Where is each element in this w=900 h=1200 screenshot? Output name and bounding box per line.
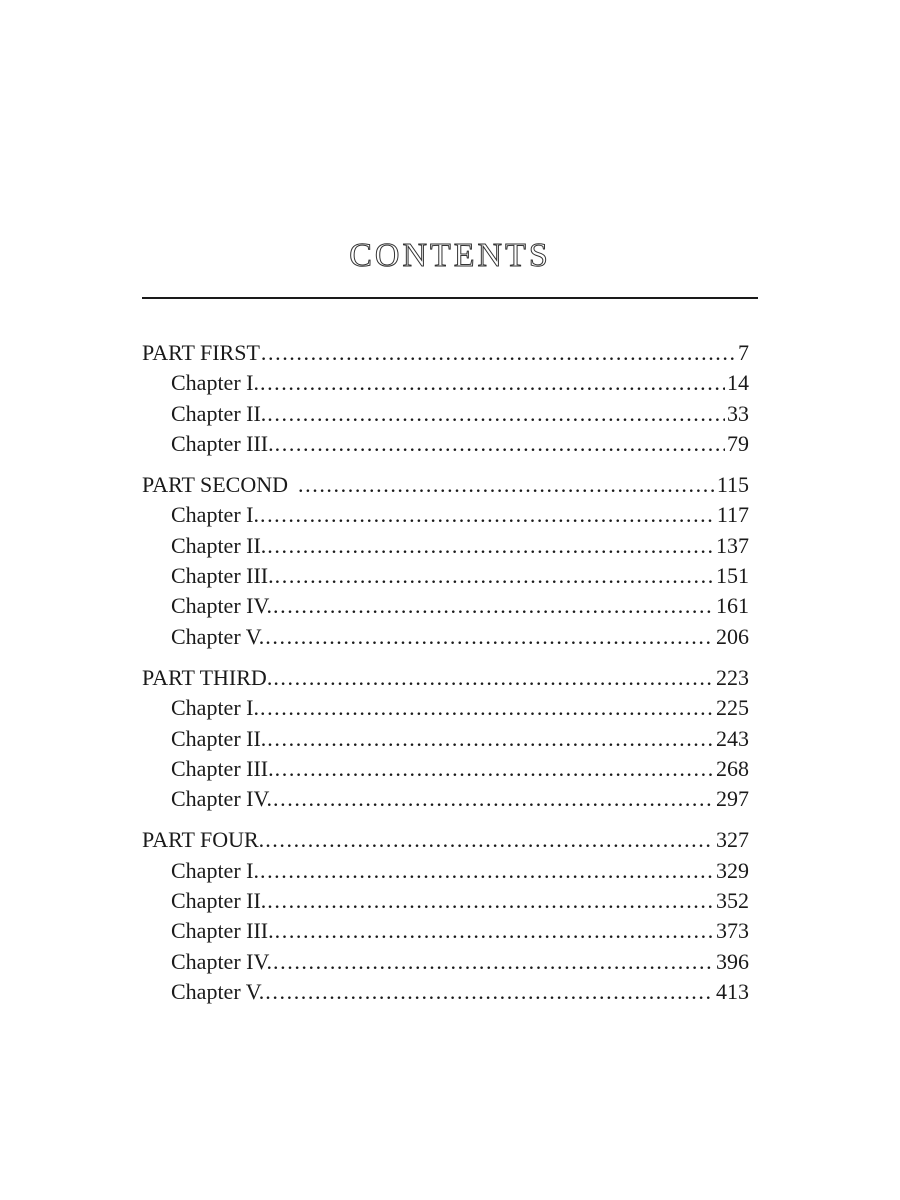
entry-page-number: 373	[716, 918, 749, 944]
part-group	[142, 663, 749, 814]
dot-leader	[273, 784, 714, 814]
dot-leader	[273, 663, 714, 693]
dot-leader	[273, 591, 714, 621]
toc-entry-chapter[interactable]	[142, 784, 749, 814]
entry-label: Chapter I.	[171, 370, 259, 396]
entry-label: Chapter IV.	[171, 593, 273, 619]
toc-entry-chapter[interactable]	[142, 561, 749, 591]
entry-label: Chapter III.	[171, 430, 274, 456]
entry-page-number: 268	[716, 755, 749, 781]
entry-page-number: 117	[716, 502, 749, 528]
entry-label: Chapter V.	[171, 623, 265, 649]
toc-entry-chapter[interactable]	[142, 916, 749, 946]
entry-label: Chapter II.	[171, 532, 267, 558]
entry-label: PART THIRD.	[142, 664, 273, 690]
entry-page-number: 223	[716, 664, 749, 690]
entry-page-number: 137	[716, 532, 749, 558]
entry-label: Chapter V.	[171, 978, 265, 1004]
dot-leader	[267, 886, 714, 916]
toc-entry-chapter[interactable]	[142, 754, 749, 784]
entry-label: Chapter III.	[171, 755, 274, 781]
entry-label: Chapter III.	[171, 918, 274, 944]
entry-page-number: 297	[716, 786, 749, 812]
entry-page-number: 396	[716, 948, 749, 974]
entry-label: Chapter I.	[171, 502, 259, 528]
toc-entry-chapter[interactable]	[142, 591, 749, 621]
dot-leader	[260, 368, 725, 398]
toc-entry-chapter[interactable]	[142, 977, 749, 1007]
entry-label: Chapter I.	[171, 695, 259, 721]
toc-entry-chapter[interactable]	[142, 429, 749, 459]
entry-page-number: 7	[738, 340, 749, 365]
toc-entry-chapter[interactable]	[142, 724, 749, 754]
entry-page-number: 327	[716, 827, 749, 853]
entry-label: PART SECOND	[142, 472, 289, 498]
toc-entry-part[interactable]	[142, 338, 749, 368]
dot-leader	[275, 916, 714, 946]
toc-entry-chapter[interactable]	[142, 886, 749, 916]
entry-label: Chapter II.	[171, 888, 267, 914]
title-rule	[142, 297, 758, 299]
toc-entry-part[interactable]	[142, 470, 749, 500]
dot-leader	[267, 531, 714, 561]
entry-label: Chapter II.	[171, 400, 267, 426]
toc-entry-chapter[interactable]	[142, 693, 749, 723]
entry-page-number: 352	[716, 888, 749, 914]
entry-page-number: 413	[716, 978, 749, 1004]
entry-label: PART FIRST	[142, 340, 260, 365]
entry-page-number: 161	[716, 593, 749, 619]
toc-entry-chapter[interactable]	[142, 531, 749, 561]
part-group	[142, 338, 749, 459]
entry-page-number: 151	[716, 563, 749, 589]
dot-leader	[265, 825, 714, 855]
entry-page-number: 115	[716, 472, 749, 498]
entry-label: Chapter II.	[171, 725, 267, 751]
entry-label: Chapter IV.	[171, 786, 273, 812]
page-title: CONTENTS	[349, 237, 551, 274]
toc-entry-part[interactable]	[142, 663, 749, 693]
entry-label: Chapter I.	[171, 857, 259, 883]
part-group	[142, 470, 749, 652]
dot-leader	[275, 561, 714, 591]
dot-leader	[265, 622, 714, 652]
toc-entry-part[interactable]	[142, 825, 749, 855]
dot-leader	[298, 470, 715, 500]
dot-leader	[260, 500, 715, 530]
entry-page-number: 225	[716, 695, 749, 721]
dot-leader	[260, 693, 714, 723]
entry-page-number: 14	[727, 370, 749, 396]
dot-leader	[267, 399, 725, 429]
dot-leader	[260, 856, 714, 886]
entry-label: PART FOUR.	[142, 827, 265, 853]
dot-leader	[275, 429, 725, 459]
entry-page-number: 206	[716, 623, 749, 649]
dot-leader	[267, 724, 714, 754]
entry-page-number: 329	[716, 857, 749, 883]
dot-leader	[265, 977, 714, 1007]
part-group	[142, 825, 749, 1007]
entry-label: Chapter IV.	[171, 948, 273, 974]
entry-label: Chapter III.	[171, 563, 274, 589]
dot-leader	[275, 754, 714, 784]
entry-page-number: 33	[727, 400, 749, 426]
toc-entry-chapter[interactable]	[142, 856, 749, 886]
toc-entry-chapter[interactable]	[142, 500, 749, 530]
toc-entry-chapter[interactable]	[142, 368, 749, 398]
dot-leader	[273, 947, 714, 977]
dot-leader	[261, 338, 736, 368]
toc-entry-chapter[interactable]	[142, 399, 749, 429]
table-of-contents	[142, 338, 749, 1018]
toc-entry-chapter[interactable]	[142, 947, 749, 977]
entry-page-number: 243	[716, 725, 749, 751]
entry-page-number: 79	[727, 430, 749, 456]
toc-entry-chapter[interactable]	[142, 622, 749, 652]
